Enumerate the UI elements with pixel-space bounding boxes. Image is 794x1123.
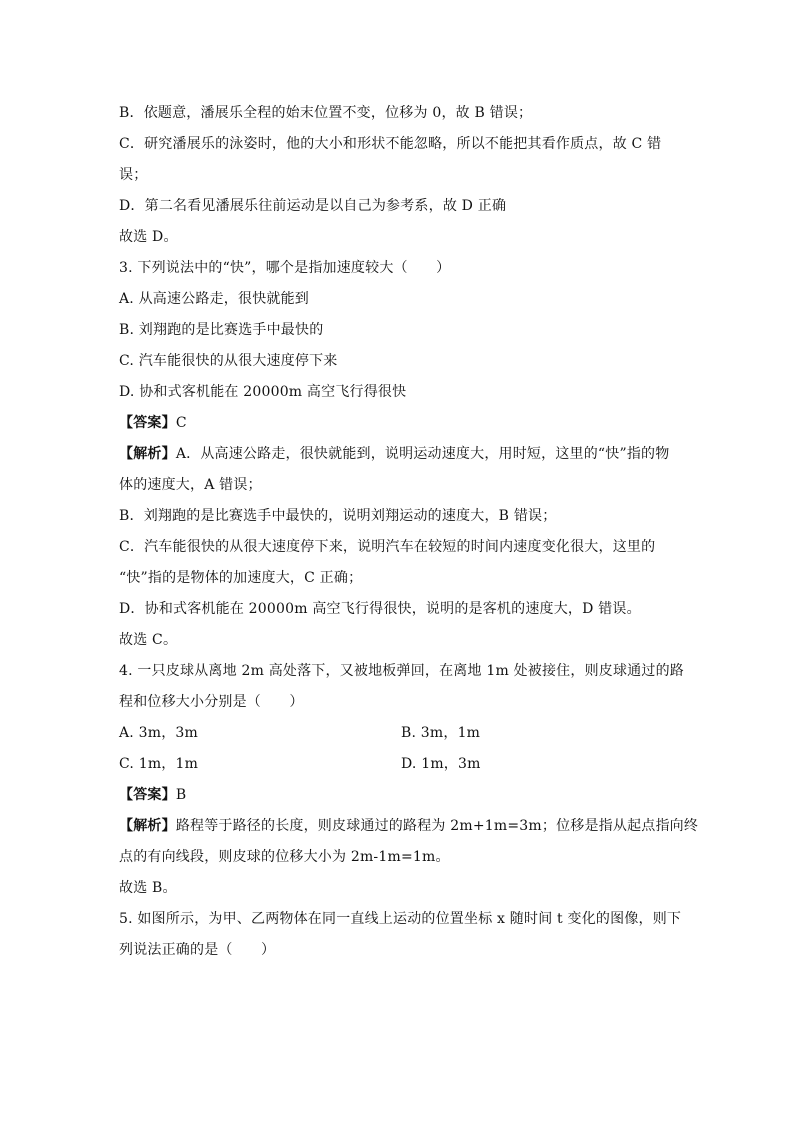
text-line: 误； (119, 167, 148, 183)
question-4-options-row-1 (119, 723, 481, 743)
question-3-option-d: D. 协和式客机能在 20000m 高空飞行得很快 (119, 384, 407, 400)
question-5-stem: 5. 如图所示，为甲、乙两物体在同一直线上运动的位置坐标 x 随时间 t 变化的图像，则下 (119, 911, 682, 927)
text-line: 体的速度大，A 错误； (119, 477, 262, 493)
text-line: C．汽车能很快的从很大速度停下来，说明汽车在较短的时间内速度变化很大，这里的 (119, 539, 656, 555)
text-line: B．依题意，潘展乐全程的始末位置不变，位移为 0，故 B 错误； (119, 105, 533, 121)
question-3-analysis (119, 444, 669, 464)
question-3-option-b: B. 刘翔跑的是比赛选手中最快的 (119, 322, 324, 338)
question-3-option-c: C. 汽车能很快的从很大速度停下来 (119, 353, 338, 369)
question-3-answer (119, 413, 187, 433)
text-line: 列说法正确的是（ ） (119, 942, 276, 958)
analysis-label: 【解析】 (119, 818, 176, 834)
text-line: C．研究潘展乐的泳姿时，他的大小和形状不能忽略，所以不能把其看作质点，故 C 错 (119, 136, 662, 152)
question-4-option-c: C. 1m，1m (119, 756, 199, 772)
answer-label: 【答案】 (119, 787, 176, 803)
question-4-options-row-2 (119, 754, 481, 774)
text-line: B．刘翔跑的是比赛选手中最快的，说明刘翔运动的速度大，B 错误； (119, 508, 557, 524)
question-4-answer (119, 785, 186, 805)
question-4-analysis (119, 816, 698, 836)
analysis-text: 路程等于路径的长度，则皮球通过的路程为 2m+1m=3m；位移是指从起点指向终 (175, 818, 699, 834)
question-4-option-d: D. 1m，3m (401, 756, 481, 772)
text-line: D．协和式客机能在 20000m 高空飞行得很快，说明的是客机的速度大，D 错误。 (119, 601, 641, 617)
text-line: 故选 C。 (119, 632, 178, 648)
answer-label: 【答案】 (119, 415, 176, 431)
analysis-label: 【解析】 (119, 446, 176, 462)
text-line: “快”指的是物体的加速度大，C 正确； (119, 570, 363, 586)
analysis-text: A．从高速公路走，很快就能到，说明运动速度大，用时短，这里的“快”指的物 (175, 446, 670, 462)
question-4-option-a: A. 3m，3m (119, 725, 198, 741)
answer-value: B (175, 787, 187, 803)
question-3-stem: 3. 下列说法中的“快”，哪个是指加速度较大（ ） (119, 260, 451, 276)
question-3-option-a: A. 从高速公路走，很快就能到 (119, 291, 310, 307)
text-line: 故选 D。 (119, 229, 178, 245)
answer-value: C (175, 415, 187, 431)
text-line: 故选 B。 (119, 880, 177, 896)
text-line: 程和位移大小分别是（ ） (119, 694, 304, 710)
question-4-stem: 4. 一只皮球从离地 2m 高处落下，又被地板弹回，在离地 1m 处被接住，则皮球通过的路 (119, 663, 684, 679)
text-line: 点的有向线段，则皮球的位移大小为 2m-1m=1m。 (119, 849, 450, 865)
question-4-option-b: B. 3m，1m (401, 725, 481, 741)
text-line: D．第二名看见潘展乐往前运动是以自己为参考系，故 D 正确 (119, 198, 507, 214)
